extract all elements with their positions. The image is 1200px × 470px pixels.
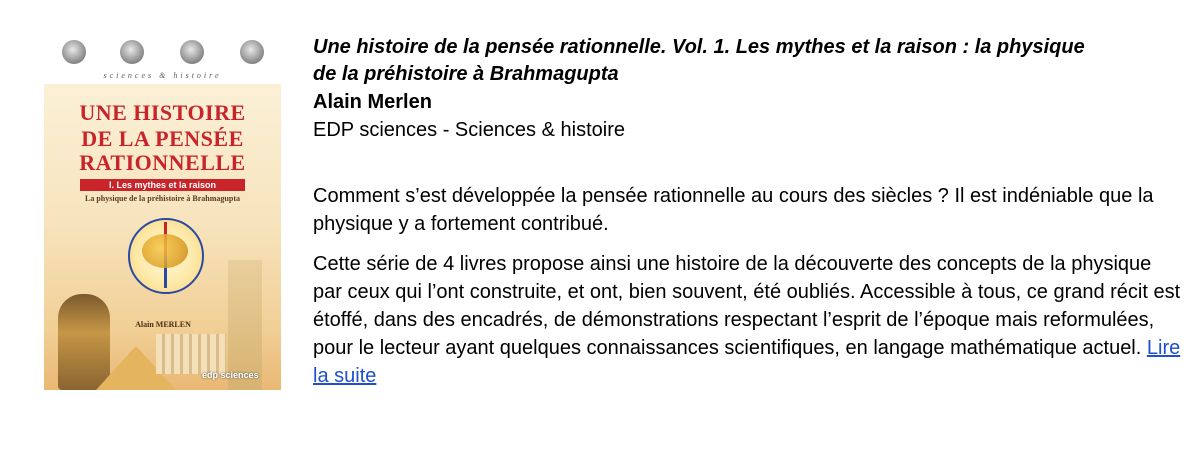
cover-volume-band: I. Les mythes et la raison (80, 179, 245, 191)
series-thumbnail-icon (62, 40, 86, 64)
temple-illustration (156, 334, 226, 374)
book-cover (44, 36, 281, 390)
cover-series-name: sciences & histoire (103, 71, 222, 80)
cover-title-line: UNE HISTOIRE (79, 100, 246, 125)
book-title: Une histoire de la pensée rationnelle. Vol. 1. Les mythes et la raison : la physique de la préhistoire à Brahmagupta (313, 36, 1085, 85)
cover-title-line: RATIONNELLE (79, 150, 246, 175)
read-more-link[interactable]: Lire la suite (313, 337, 1181, 387)
cover-subtitle: La physique de la préhistoire à Brahmagupta (85, 194, 240, 203)
publisher-logo: edp sciences (202, 370, 259, 380)
book-info (313, 34, 1185, 390)
description-text: Cette série de 4 livres propose ainsi une histoire de la découverte des concepts de la physique par ceux qui l’ont construite, et ont, bien souvent, été oubliés. Accessible à tous, ce grand récit est étoffé, dans des encadrés, de démonstrations respectant l’esprit de l’époque mais reformulées, pour le lecteur ayant quelques connaissances scientifiques, en langage mathématique actuel. (313, 253, 1181, 359)
book-publisher: EDP sciences - Sciences & histoire (313, 119, 625, 141)
series-thumbnail-icon (120, 40, 144, 64)
description-paragraph: Comment s’est développée la pensée rationnelle au cours des siècles ? Il est indéniable que la physique y a fortement contribué. (313, 185, 1154, 235)
cover-series-banner (44, 36, 281, 84)
brain-illustration (142, 234, 188, 268)
cover-artwork (44, 84, 281, 390)
series-thumbnail-icon (240, 40, 264, 64)
book-author: Alain Merlen (313, 91, 432, 113)
cover-title-line: DE LA PENSÉE (81, 126, 244, 151)
series-thumbnail-icon (180, 40, 204, 64)
description-paragraph (313, 250, 1185, 390)
cover-author: Alain MERLEN (135, 320, 191, 329)
